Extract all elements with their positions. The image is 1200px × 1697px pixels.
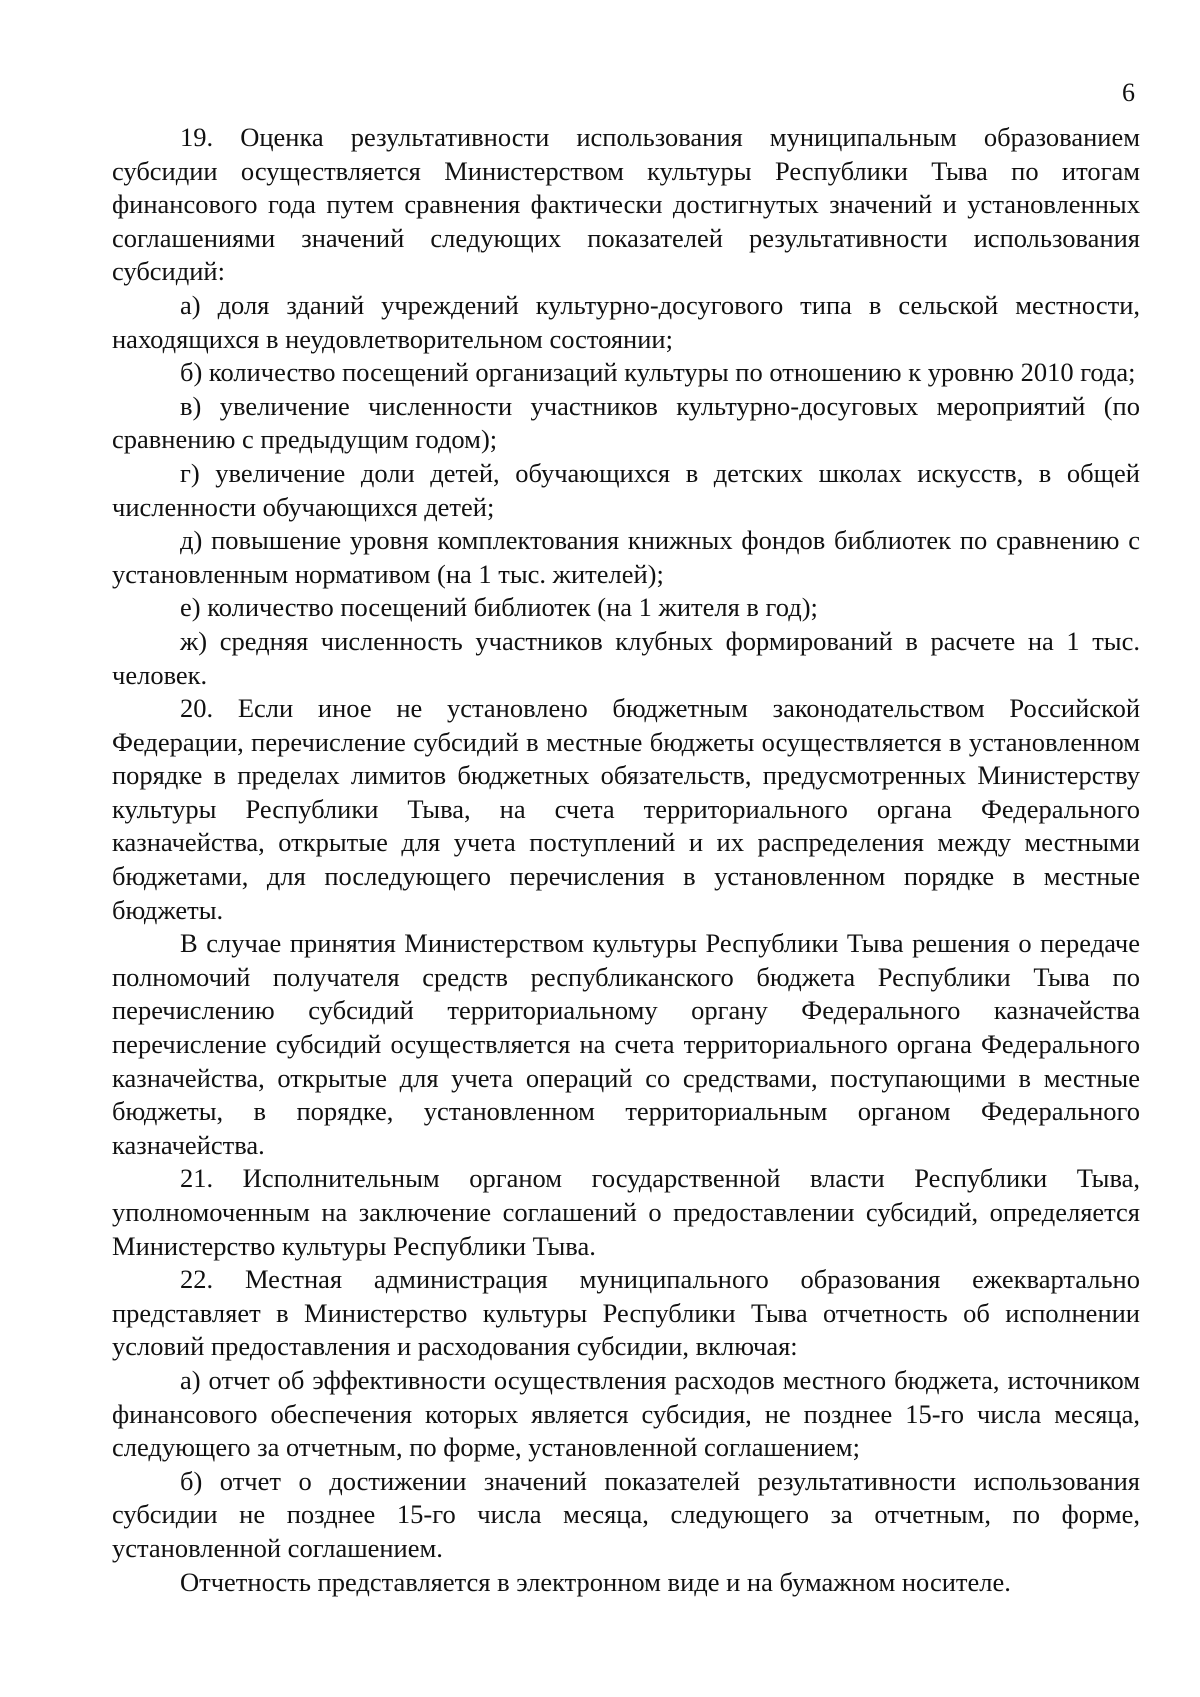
paragraph-22: 22. Местная администрация муниципального образования ежеквартально представляет в Министерство культуры Республики Тыва отчетность об исполнении условий предоставления и расходования субсидии, включая: bbox=[112, 1264, 1140, 1362]
paragraph-20: 20. Если иное не установлено бюджетным законодательством Российской Федерации, перечисление субсидий в местные бюджеты осуществляется в установленном порядке в пределах лимитов бюджетных обязательств, предусмотренных Министерству культуры Республики Тыва, на счета территориального органа Федерального казначейства, открытые для учета поступлений и их распределения между местными бюджетами, для последующего перечисления в установленном порядке в местные бюджеты. bbox=[112, 693, 1140, 925]
paragraph-19-item-zh: ж) средняя численность участников клубных формирований в расчете на 1 тыс. человек. bbox=[112, 625, 1140, 690]
paragraph-19: 19. Оценка результативности использования муниципальным образованием субсидии осуществляется Министерством культуры Республики Тыва по итогам финансового года путем сравнения фактически достигнутых значений и установленных соглашениями значений следующих показателей результативности использования субсидий: bbox=[112, 122, 1140, 287]
paragraph-19-item-v: в) увеличение численности участников культурно-досуговых мероприятий (по сравнению с предыдущим годом); bbox=[112, 390, 1140, 455]
paragraph-19-item-b: б) количество посещений организаций культуры по отношению к уровню 2010 года; bbox=[180, 357, 1136, 388]
paragraph-20-continuation: В случае принятия Министерством культуры Республики Тыва решения о передаче полномочий получателя средств республиканского бюджета Республики Тыва по перечислению субсидий территориальному органу Федерального казначейства перечисление субсидий осуществляется на счета территориального органа Федерального казначейства, открытые для учета операций со средствами, поступающими в местные бюджеты, в порядке, установленном территориальным органом Федерального казначейства. bbox=[112, 928, 1140, 1160]
paragraph-22-item-b: б) отчет о достижении значений показателей результативности использования субсидии не позднее 15-го числа месяца, следующего за отчетным, по форме, установленной соглашением. bbox=[112, 1465, 1140, 1563]
paragraph-21: 21. Исполнительным органом государственной власти Республики Тыва, уполномоченным на заключение соглашений о предоставлении субсидий, определяется Министерство культуры Республики Тыва. bbox=[112, 1163, 1140, 1261]
paragraph-19-item-d: д) повышение уровня комплектования книжных фондов библиотек по сравнению с установленным нормативом (на 1 тыс. жителей); bbox=[112, 525, 1140, 589]
paragraph-19-item-a: а) доля зданий учреждений культурно-досугового типа в сельской местности, находящихся в неудовлетворительном состоянии; bbox=[112, 289, 1140, 354]
paragraph-19-item-g: г) увеличение доли детей, обучающихся в детских школах искусств, в общей численности обучающихся детей; bbox=[112, 457, 1140, 522]
page-number: 6 bbox=[1122, 78, 1135, 107]
document-body bbox=[112, 121, 1140, 1599]
paragraph-reporting-format: Отчетность представляется в электронном виде и на бумажном носителе. bbox=[180, 1566, 1011, 1597]
paragraph-19-item-e: е) количество посещений библиотек (на 1 жителя в год); bbox=[180, 592, 818, 623]
paragraph-22-item-a: а) отчет об эффективности осуществления расходов местного бюджета, источником финансового обеспечения которых является субсидия, не позднее 15-го числа месяца, следующего за отчетным, по форме, установленной соглашением; bbox=[112, 1364, 1140, 1463]
